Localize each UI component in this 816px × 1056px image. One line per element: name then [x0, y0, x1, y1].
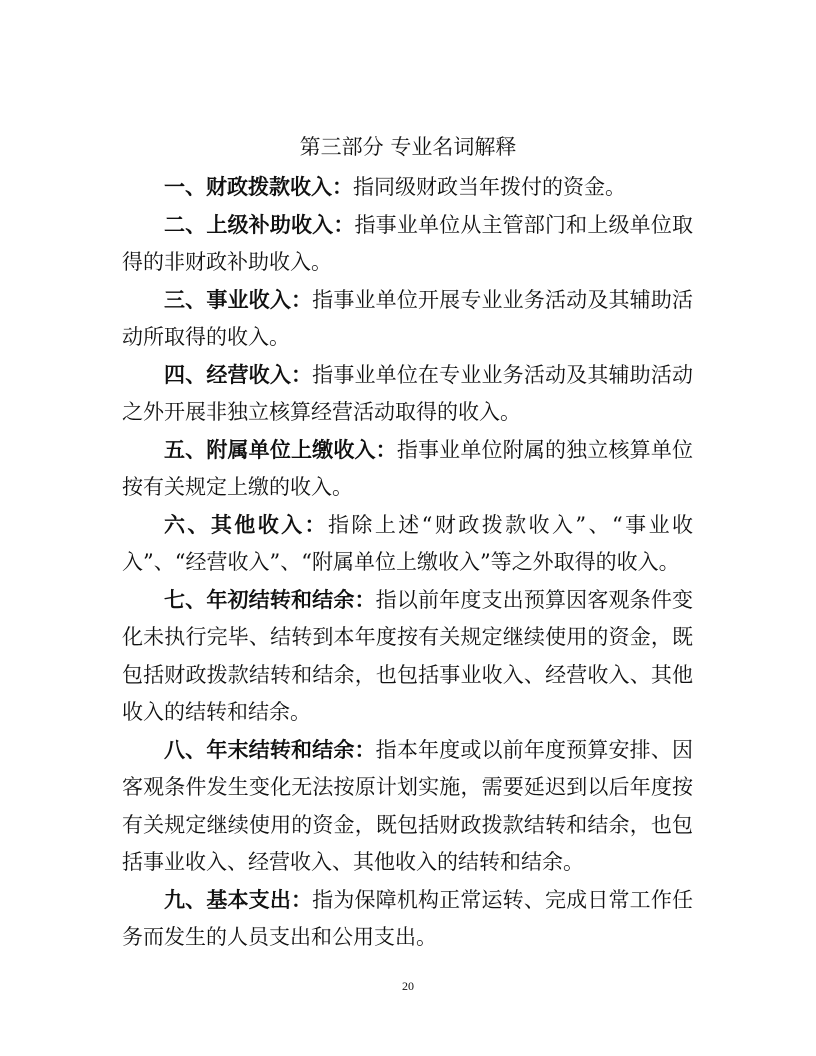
glossary-definition: 指事业单位开展专业业务活动及其辅助活动所取得的收入。	[122, 287, 694, 349]
glossary-entry	[122, 282, 693, 357]
glossary-definition: 指除上述“财政拨款收入”、“事业收入”、“经营收入”、“附属单位上缴收入”等之外取得的收入。	[122, 512, 693, 574]
glossary-entry	[122, 357, 693, 432]
glossary-term: 八、年末结转和结余：	[164, 737, 376, 762]
glossary-entry	[122, 732, 693, 882]
glossary-definition: 指事业单位附属的独立核算单位按有关规定上缴的收入。	[122, 437, 694, 499]
glossary-term: 五、附属单位上缴收入：	[164, 437, 397, 462]
page-title: 第三部分 专业名词解释	[299, 135, 517, 159]
glossary-term: 二、上级补助收入：	[164, 212, 355, 237]
glossary-entry	[122, 169, 693, 207]
glossary-definition: 指同级财政当年拨付的资金。	[353, 175, 626, 199]
glossary-entry	[122, 432, 693, 507]
glossary-definition: 指以前年度支出预算因客观条件变化未执行完毕、结转到本年度按有关规定继续使用的资金，既包括财政拨款结转和结余，也包括事业收入、经营收入、其他收入的结转和结余。	[122, 587, 694, 724]
glossary-definition: 指本年度或以前年度预算安排、因客观条件发生变化无法按原计划实施，需要延迟到以后年度按有关规定继续使用的资金，既包括财政拨款结转和结余，也包括事业收入、经营收入、其他收入的结转和结余。	[122, 737, 694, 874]
glossary-entry	[122, 882, 693, 957]
glossary-term: 七、年初结转和结余：	[164, 587, 376, 612]
glossary-definition: 指事业单位从主管部门和上级单位取得的非财政补助收入。	[122, 212, 693, 274]
glossary-entry	[122, 507, 693, 582]
glossary-term: 四、经营收入：	[164, 362, 313, 387]
glossary-definition: 指事业单位在专业业务活动及其辅助活动之外开展非独立核算经营活动取得的收入。	[122, 362, 694, 424]
page-number: 20	[402, 979, 414, 993]
glossary-term: 九、基本支出：	[164, 887, 313, 912]
glossary-term: 一、财政拨款收入：	[164, 175, 353, 199]
glossary-body	[122, 169, 693, 957]
glossary-entry	[122, 207, 693, 282]
glossary-definition: 指为保障机构正常运转、完成日常工作任务而发生的人员支出和公用支出。	[122, 887, 694, 949]
glossary-term: 三、事业收入：	[164, 287, 313, 312]
glossary-term: 六、其他收入：	[164, 512, 328, 537]
glossary-entry	[122, 582, 693, 732]
